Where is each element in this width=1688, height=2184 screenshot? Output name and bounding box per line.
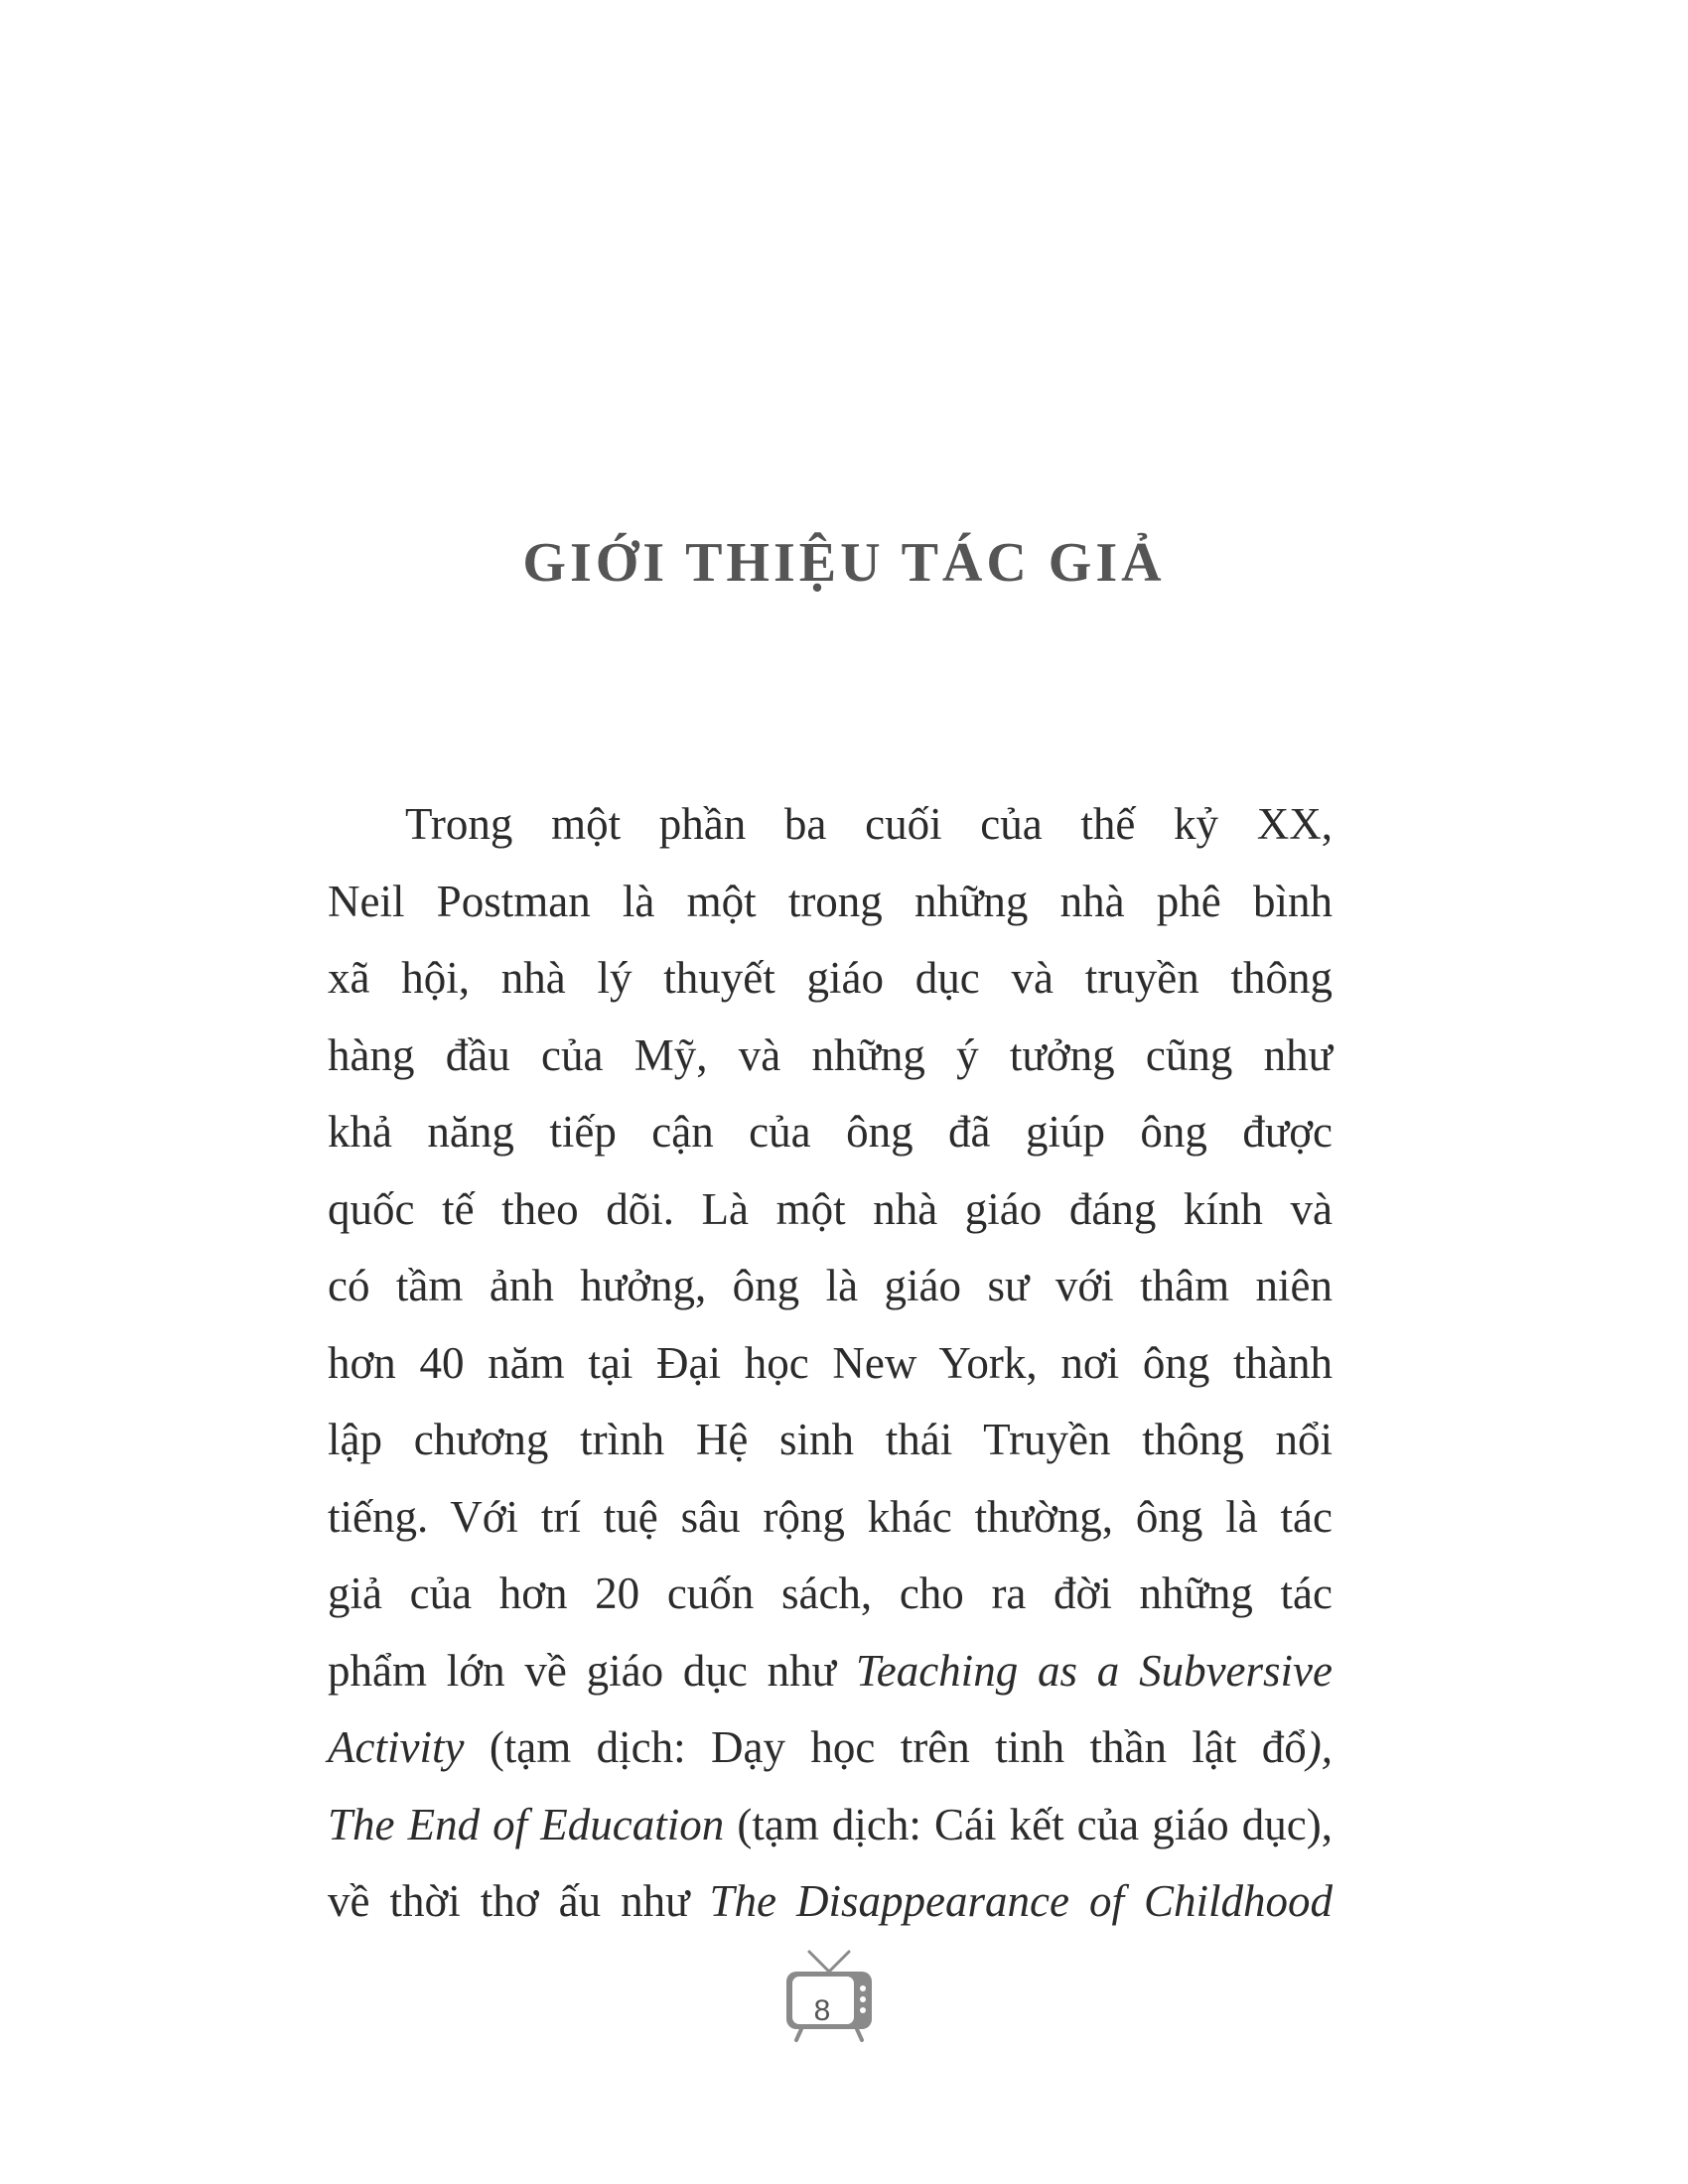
book-title-end-of-education: The End of Education: [328, 1799, 725, 1849]
paragraph-line-7: có tầm ảnh hưởng, ông là giáo sư với thâm niên: [328, 1261, 1333, 1310]
book-title-teaching: Teaching as a Subversive: [855, 1645, 1333, 1696]
line15-text: về thời thơ ấu như: [328, 1876, 710, 1926]
paragraph-line-14: [328, 1787, 1333, 1864]
paragraph-line-9: lập chương trình Hệ sinh thái Truyền thông nổi: [328, 1415, 1333, 1464]
biography-paragraph: [328, 786, 1333, 1941]
paragraph-line-5: khả năng tiếp cận của ông đã giúp ông được: [328, 1107, 1333, 1157]
page-number: 8: [813, 1994, 831, 2027]
paragraph-line-12: [328, 1633, 1333, 1710]
paragraph-line-8: hơn 40 năm tại Đại học New York, nơi ông thành: [328, 1337, 1333, 1388]
line12-text: phẩm lớn về giáo dục như: [328, 1645, 856, 1696]
paragraph-line-2: Neil Postman là một trong những nhà phê bình: [328, 876, 1333, 926]
paragraph-line-13: [328, 1709, 1333, 1787]
paragraph-line-4: hàng đầu của Mỹ, và những ý tưởng cũng như: [328, 1029, 1333, 1080]
paragraph-line-6: quốc tế theo dõi. Là một nhà giáo đáng kính và: [328, 1183, 1333, 1234]
page-title: GIỚI THIỆU TÁC GIẢ: [522, 532, 1166, 594]
line14-text: (tạm dịch: Cái kết của giáo dục),: [724, 1799, 1333, 1849]
paragraph-line-11: giả của hơn 20 cuốn sách, cho ra đời những tác: [328, 1569, 1333, 1618]
paragraph-line-1: Trong một phần ba cuối của thế kỷ XX,: [405, 799, 1333, 849]
line13-text: (tạm dịch: Dạy học trên tinh thần lật đổ: [464, 1722, 1307, 1772]
paragraph-line-15: [328, 1863, 1333, 1941]
paragraph-line-3: xã hội, nhà lý thuyết giáo dục và truyền thông: [328, 953, 1333, 1003]
book-title-disappearance: The Disappearance of Childhood: [709, 1876, 1334, 1926]
paragraph-line-10: tiếng. Với trí tuệ sâu rộng khác thường, ông là tác: [328, 1491, 1333, 1542]
line13-italic-end: ),: [1306, 1722, 1333, 1772]
book-title-activity: Activity: [328, 1722, 465, 1772]
page-footer: [0, 1944, 1688, 2053]
